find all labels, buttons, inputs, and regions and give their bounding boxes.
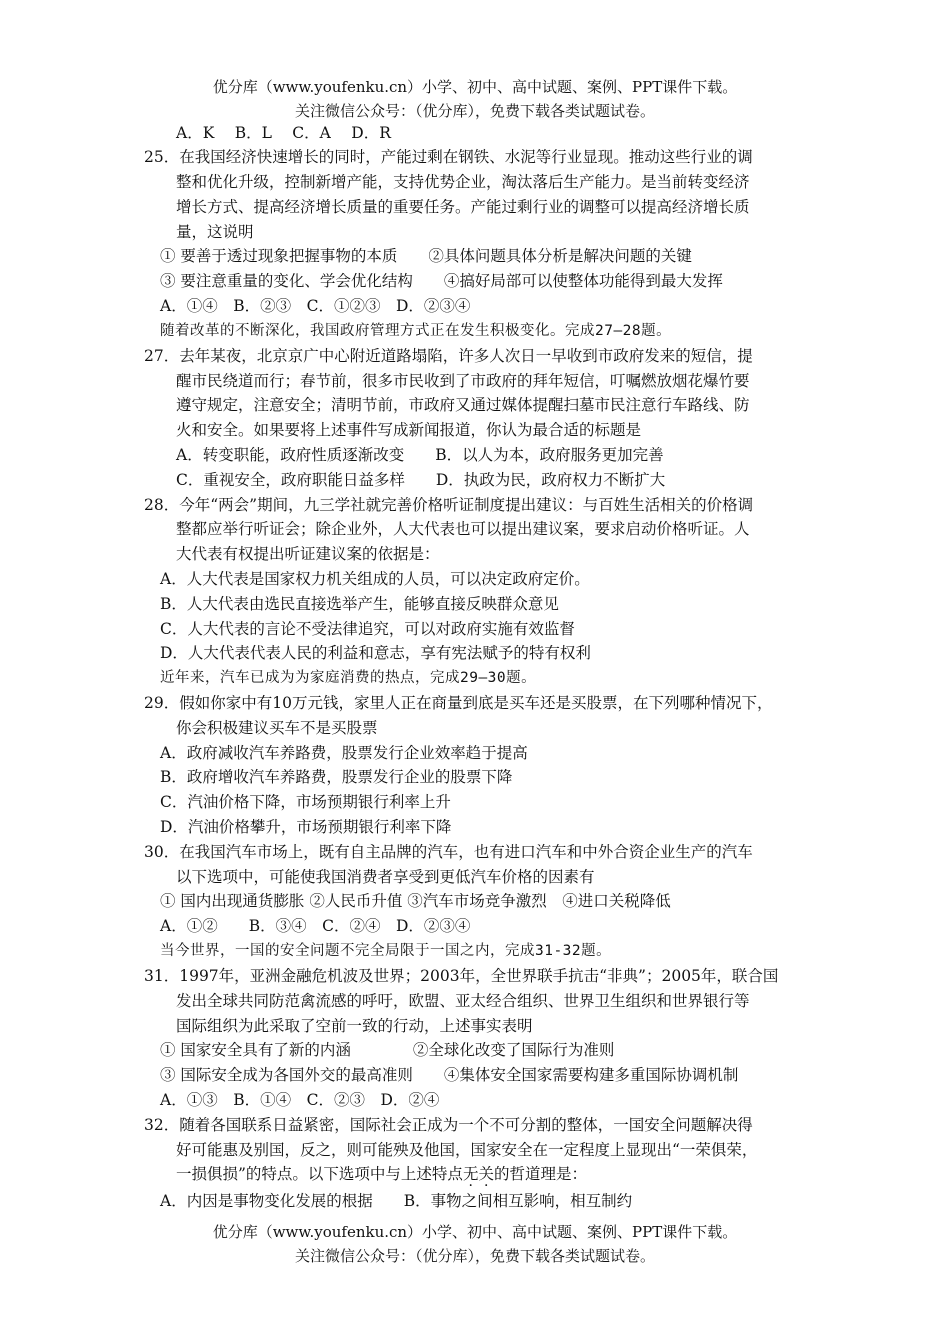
q32-stem-3	[176, 1163, 587, 1185]
header-line-2: 关注微信公众号：（优分库），免费下载各类试题试卷。	[294, 102, 655, 120]
intro-27-28: 随着改革的不断深化，我国政府管理方式正在发生积极变化。完成27—28题。	[160, 323, 672, 339]
q31-options: A．①③ B．①④ C．②③ D．②④	[160, 1091, 440, 1109]
q25-stem-2: 整和优化升级，控制新增产能，支持优势企业，淘汰落后生产能力。是当前转变经济	[176, 173, 750, 191]
footer-line-1: 优分库（www.youfenku.cn）小学、初中、高中试题、案例、PPT课件下载。	[212, 1223, 738, 1241]
q28-option-b: B．人大代表由选民直接选举产生，能够直接反映群众意见	[160, 595, 559, 613]
q28-stem-1: 28．今年“两会”期间，九三学社就完善价格听证制度提出建议：与百姓生活相关的价格调	[144, 496, 754, 514]
q25-item-1: ① 要善于透过现象把握事物的本质 ②具体问题具体分析是解决问题的关键	[160, 247, 692, 265]
q28-option-a: A．人大代表是国家权力机关组成的人员，可以决定政府定价。	[160, 570, 590, 588]
q27-stem-2: 醒市民绕道而行；春节前，很多市民收到了市政府的拜年短信，叮嘱燃放烟花爆竹要	[176, 372, 750, 390]
q28-stem-3: 大代表有权提出听证建议案的依据是：	[176, 545, 440, 563]
q25-stem-1: 25．在我国经济快速增长的同时，产能过剩在钢铁、水泥等行业显现。推动这些行业的调	[144, 148, 753, 166]
emphasis-dot-wu: 无	[462, 1165, 479, 1183]
q27-options-2: C．重视安全，政府职能日益多样 D．执政为民，政府权力不断扩大	[176, 471, 666, 489]
q32-stem-3-post: 的哲道理是：	[493, 1165, 587, 1183]
q32-stem-2: 好可能惠及别国，反之，则可能殃及他国，国家安全在一定程度上显现出“一荣俱荣，	[176, 1141, 758, 1159]
q25-options: A．①④ B．②③ C．①②③ D．②③④	[160, 297, 471, 315]
q27-stem-4: 火和安全。如果要将上述事件写成新闻报道，你认为最合适的标题是	[176, 421, 642, 439]
q29-stem-2: 你会积极建议买车不是买股票	[176, 719, 378, 737]
q25-item-2: ③ 要注意重量的变化、学会优化结构 ④搞好局部可以使整体功能得到最大发挥	[160, 272, 723, 290]
q30-stem-2: 以下选项中，可能使我国消费者享受到更低汽车价格的因素有	[176, 868, 595, 886]
q30-options: A．①② B．③④ C．②④ D．②③④	[160, 917, 471, 935]
q31-item-2: ③ 国际安全成为各国外交的最高准则 ④集体安全国家需要构建多重国际协调机制	[160, 1066, 739, 1084]
q31-stem-1: 31．1997年，亚洲金融危机波及世界；2003年，全世界联手抗击“非典”；2005年，联合国	[144, 967, 779, 985]
q29-option-d: D．汽油价格攀升，市场预期银行利率下降	[160, 818, 452, 836]
q28-stem-2: 整都应举行听证会；除企业外，人大代表也可以提出建议案，要求启动价格听证。人	[176, 520, 750, 538]
q32-stem-3-pre: 一损俱损”的特点。以下选项中与上述特点	[176, 1165, 463, 1183]
q25-stem-3: 增长方式、提高经济增长质量的重要任务。产能过剩行业的调整可以提高经济增长质	[176, 198, 750, 216]
q32-options: A．内因是事物变化发展的根据 B．事物之间相互影响，相互制约	[160, 1192, 633, 1210]
q25-stem-4: 量，这说明	[176, 223, 254, 241]
q29-option-b: B．政府增收汽车养路费，股票发行企业的股票下降	[160, 768, 513, 786]
q28-option-c: C．人大代表的言论不受法律追究，可以对政府实施有效监督	[160, 620, 575, 638]
q31-item-1: ① 国家安全具有了新的内涵 ②全球化改变了国际行为准则	[160, 1041, 615, 1059]
q29-option-a: A．政府减收汽车养路费，股票发行企业效率趋于提高	[160, 744, 528, 762]
footer-line-2: 关注微信公众号：（优分库），免费下载各类试题试卷。	[294, 1247, 655, 1265]
q32-stem-1: 32．随着各国联系日益紧密，国际社会正成为一个不可分割的整体，一国安全问题解决得	[144, 1116, 753, 1134]
q30-items: ① 国内出现通货膨胀 ②人民币升值 ③汽车市场竞争激烈 ④进口关税降低	[160, 892, 671, 910]
intro-31-32: 当今世界，一国的安全问题不完全局限于一国之内，完成31-32题。	[160, 943, 612, 959]
q29-stem-1: 29．假如你家中有10万元钱，家里人正在商量到底是买车还是买股票，在下列哪种情况下，	[144, 694, 773, 712]
intro-29-30: 近年来，汽车已成为为家庭消费的热点，完成29—30题。	[160, 670, 537, 686]
q24-options: A．K B．L C．A D．R	[176, 124, 391, 142]
header-line-1: 优分库（www.youfenku.cn）小学、初中、高中试题、案例、PPT课件下载。	[212, 78, 738, 96]
q31-stem-2: 发出全球共同防范禽流感的呼吁，欧盟、亚太经合组织、世界卫生组织和世界银行等	[176, 992, 750, 1010]
q31-stem-3: 国际组织为此采取了空前一致的行动，上述事实表明	[176, 1017, 533, 1035]
q27-options-1: A．转变职能，政府性质逐渐改变 B．以人为本，政府服务更加完善	[176, 446, 664, 464]
emphasis-dot-guan: 关	[478, 1165, 494, 1183]
q30-stem-1: 30．在我国汽车市场上，既有自主品牌的汽车，也有进口汽车和中外合资企业生产的汽车	[144, 843, 753, 861]
q28-option-d: D．人大代表代表人民的利益和意志，享有宪法赋予的特有权利	[160, 644, 591, 662]
q29-option-c: C．汽油价格下降，市场预期银行利率上升	[160, 793, 451, 811]
q27-stem-3: 遵守规定，注意安全；清明节前，市政府又通过媒体提醒扫墓市民注意行车路线、防	[176, 396, 750, 414]
q27-stem-1: 27．去年某夜，北京京广中心附近道路塌陷，许多人次日一早收到市政府发来的短信，提	[144, 347, 753, 365]
